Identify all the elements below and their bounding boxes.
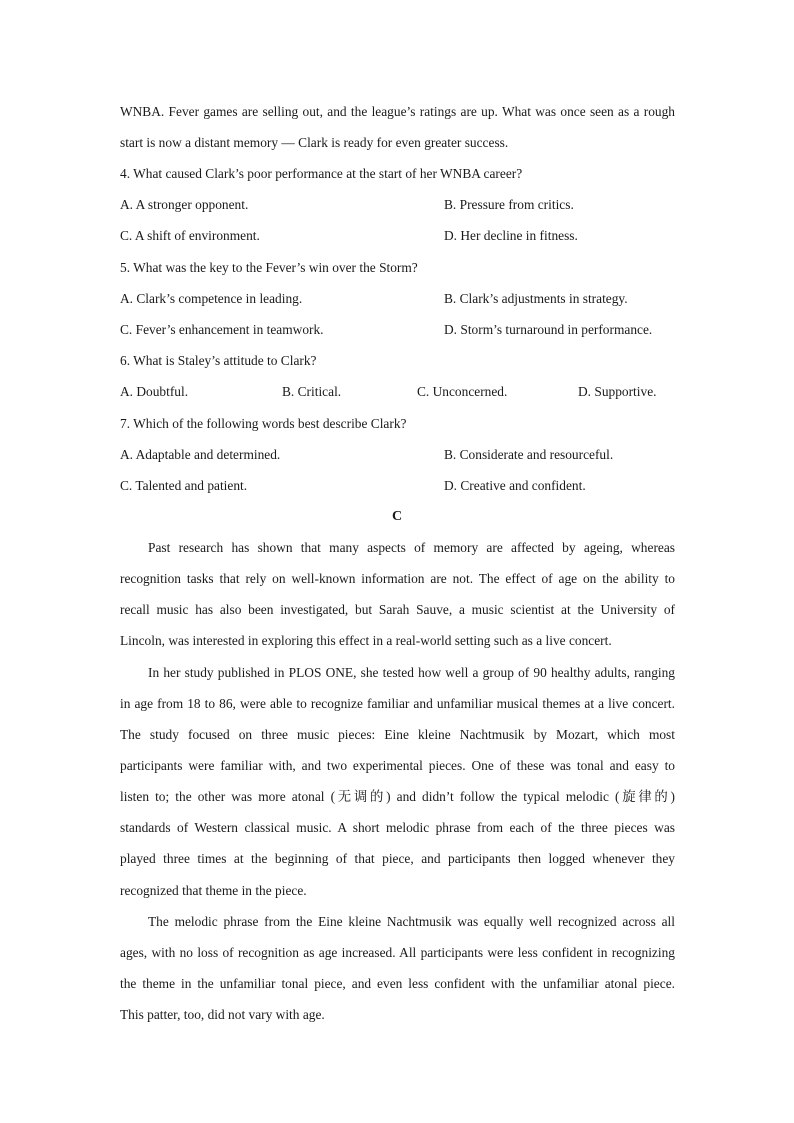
question-5-option-d: D. Storm’s turnaround in performance. xyxy=(444,322,653,337)
question-4-option-a: A. A stronger opponent. xyxy=(120,197,249,212)
question-5-option-c: C. Fever’s enhancement in teamwork. xyxy=(120,322,324,337)
question-6-option-a: A. Doubtful. xyxy=(120,384,189,399)
passage-c-line: This patter, too, did not vary with age. xyxy=(120,1007,325,1022)
question-4-option-c: C. A shift of environment. xyxy=(120,228,260,243)
question-7-option-d: D. Creative and confident. xyxy=(444,478,586,493)
question-6-option-b: B. Critical. xyxy=(282,384,342,399)
question-7-option-c: C. Talented and patient. xyxy=(120,478,248,493)
question-7-stem: 7. Which of the following words best describe Clark? xyxy=(120,416,407,431)
passage-c-line: the theme in the unfamiliar tonal piece, and even less confident with the unfamiliar atonal piece. xyxy=(120,976,675,991)
passage-b-line: start is now a distant memory — Clark is ready for even greater success. xyxy=(120,135,509,150)
passage-c-line: recognition tasks that rely on well-known information are not. The effect of age on the ability to xyxy=(120,571,675,586)
question-4-option-b: B. Pressure from critics. xyxy=(444,197,574,212)
question-5-stem: 5. What was the key to the Fever’s win over the Storm? xyxy=(120,260,418,275)
question-6-option-d: D. Supportive. xyxy=(578,384,657,399)
passage-c-line: recognized that theme in the piece. xyxy=(120,883,307,898)
passage-b-line: WNBA. Fever games are selling out, and the league’s ratings are up. What was once seen as a rough xyxy=(120,104,675,119)
passage-c-line: recall music has also been investigated, but Sarah Sauve, a music scientist at the University of xyxy=(120,602,675,617)
section-c-heading: C xyxy=(391,509,403,524)
passage-c-line: listen to; the other was more atonal (无调的) and didn’t follow the typical melodic (旋律的) xyxy=(120,789,675,804)
passage-c-line: ages, with no loss of recognition as age increased. All participants were less confident in recognizing xyxy=(120,945,675,960)
question-4-stem: 4. What caused Clark’s poor performance at the start of her WNBA career? xyxy=(120,166,523,181)
question-4-option-d: D. Her decline in fitness. xyxy=(444,228,578,243)
passage-c-line: played three times at the beginning of that piece, and participants then logged whenever they xyxy=(120,851,675,866)
passage-c-line: In her study published in PLOS ONE, she tested how well a group of 90 healthy adults, ranging xyxy=(148,665,675,680)
question-5-option-a: A. Clark’s competence in leading. xyxy=(120,291,303,306)
question-5-option-b: B. Clark’s adjustments in strategy. xyxy=(444,291,628,306)
passage-c-line: Lincoln, was interested in exploring this effect in a real-world setting such as a live concert. xyxy=(120,633,612,648)
question-6-stem: 6. What is Staley’s attitude to Clark? xyxy=(120,353,317,368)
passage-c-line: standards of Western classical music. A short melodic phrase from each of the three pieces was xyxy=(120,820,675,835)
passage-c-line: participants were familiar with, and two experimental pieces. One of these was tonal and easy to xyxy=(120,758,675,773)
passage-c-line: in age from 18 to 86, were able to recognize familiar and unfamiliar musical themes at a live concert. xyxy=(120,696,675,711)
passage-c-line: The melodic phrase from the Eine kleine Nachtmusik was equally well recognized across all xyxy=(148,914,675,929)
passage-c-line: Past research has shown that many aspects of memory are affected by ageing, whereas xyxy=(148,540,675,555)
question-6-option-c: C. Unconcerned. xyxy=(417,384,508,399)
question-7-option-b: B. Considerate and resourceful. xyxy=(444,447,614,462)
question-7-option-a: A. Adaptable and determined. xyxy=(120,447,281,462)
passage-c-line: The study focused on three music pieces: Eine kleine Nachtmusik by Mozart, which most xyxy=(120,727,675,742)
